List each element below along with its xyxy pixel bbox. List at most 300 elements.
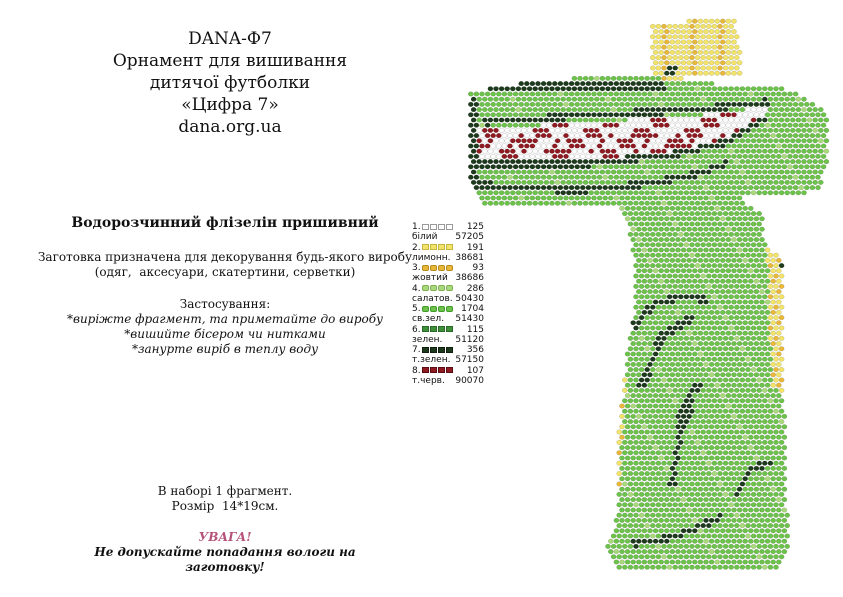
bead — [524, 144, 529, 149]
bead — [673, 534, 678, 539]
bead — [647, 133, 652, 138]
bead — [659, 248, 664, 253]
bead — [734, 565, 739, 570]
bead — [801, 128, 806, 133]
bead — [695, 336, 700, 341]
bead — [535, 144, 540, 149]
bead — [793, 133, 798, 138]
bead — [726, 165, 731, 170]
bead — [731, 258, 736, 263]
bead — [656, 315, 661, 320]
bead — [765, 289, 770, 294]
bead — [726, 560, 731, 565]
bead — [670, 466, 675, 471]
bead — [633, 76, 638, 81]
bead — [650, 159, 655, 164]
bead — [768, 544, 773, 549]
bead — [689, 243, 694, 248]
bead — [799, 154, 804, 159]
bead — [577, 118, 582, 123]
bead — [712, 315, 717, 320]
bead — [664, 310, 669, 315]
bead — [645, 534, 650, 539]
bead — [614, 549, 619, 554]
bead — [502, 175, 507, 180]
bead — [507, 154, 512, 159]
bead — [636, 144, 641, 149]
bead — [547, 196, 552, 201]
bead — [765, 269, 770, 274]
bead — [785, 534, 790, 539]
bead — [684, 471, 689, 476]
bead — [692, 529, 697, 534]
bead — [549, 159, 554, 164]
bead — [687, 196, 692, 201]
bead — [723, 139, 728, 144]
bead — [712, 211, 717, 216]
bead — [731, 92, 736, 97]
bead — [765, 321, 770, 326]
bead — [656, 170, 661, 175]
bead — [757, 159, 762, 164]
bead — [703, 373, 708, 378]
bead — [701, 35, 706, 40]
bead — [597, 102, 602, 107]
bead — [633, 378, 638, 383]
bead — [695, 503, 700, 508]
bead — [575, 185, 580, 190]
bead — [701, 97, 706, 102]
bead — [513, 165, 518, 170]
bead — [698, 289, 703, 294]
bead — [748, 404, 753, 409]
bead — [675, 227, 680, 232]
bead — [664, 404, 669, 409]
bead — [633, 461, 638, 466]
bead — [653, 144, 658, 149]
bead — [670, 445, 675, 450]
bead — [723, 97, 728, 102]
bead — [563, 196, 568, 201]
bead — [779, 139, 784, 144]
bead — [589, 170, 594, 175]
bead — [743, 373, 748, 378]
bead — [734, 222, 739, 227]
bead — [757, 170, 762, 175]
bead — [645, 191, 650, 196]
bead — [617, 118, 622, 123]
bead — [653, 508, 658, 513]
bead — [659, 206, 664, 211]
bead — [507, 123, 512, 128]
bead — [681, 279, 686, 284]
bead — [762, 461, 767, 466]
bead — [687, 539, 692, 544]
bead — [477, 149, 482, 154]
bead — [631, 508, 636, 513]
bead — [628, 492, 633, 497]
legend-color-name: зелен. — [412, 334, 443, 345]
bead-swatch-icon — [422, 306, 453, 312]
bead — [695, 492, 700, 497]
warning-title: УВАГА! — [198, 530, 252, 544]
bead — [731, 321, 736, 326]
bead — [748, 373, 753, 378]
bead — [729, 461, 734, 466]
bead — [516, 107, 521, 112]
bead — [689, 503, 694, 508]
bead — [748, 383, 753, 388]
bead — [661, 118, 666, 123]
bead — [664, 529, 669, 534]
bead — [617, 555, 622, 560]
bead — [715, 414, 720, 419]
bead — [645, 367, 650, 372]
bead — [552, 144, 557, 149]
bead — [628, 170, 633, 175]
bead — [628, 149, 633, 154]
bead — [639, 461, 644, 466]
bead — [656, 305, 661, 310]
bead — [689, 139, 694, 144]
bead — [701, 253, 706, 258]
bead — [748, 248, 753, 253]
bead — [689, 388, 694, 393]
bead — [692, 123, 697, 128]
bead — [715, 144, 720, 149]
bead — [776, 279, 781, 284]
bead — [608, 113, 613, 118]
bead — [715, 165, 720, 170]
bead — [622, 419, 627, 424]
bead — [678, 482, 683, 487]
bead — [709, 435, 714, 440]
bead — [715, 133, 720, 138]
bead — [813, 128, 818, 133]
bead — [698, 71, 703, 76]
bead — [720, 175, 725, 180]
bead — [715, 227, 720, 232]
bead — [757, 388, 762, 393]
bead — [684, 503, 689, 508]
bead — [773, 191, 778, 196]
bead — [642, 331, 647, 336]
bead — [535, 185, 540, 190]
bead — [586, 175, 591, 180]
header-line-2: дитячої футболки — [149, 73, 311, 93]
bead — [706, 139, 711, 144]
bead — [631, 321, 636, 326]
bead — [619, 196, 624, 201]
bead — [751, 211, 756, 216]
bead — [773, 565, 778, 570]
bead — [535, 165, 540, 170]
bead — [566, 191, 571, 196]
bead — [684, 534, 689, 539]
bead — [656, 555, 661, 560]
bead — [642, 383, 647, 388]
bead — [647, 154, 652, 159]
usage-instructions — [30, 297, 420, 357]
bead — [656, 243, 661, 248]
bead — [737, 383, 742, 388]
bead — [692, 456, 697, 461]
bead — [712, 24, 717, 29]
bead — [670, 123, 675, 128]
bead — [748, 310, 753, 315]
bead — [743, 435, 748, 440]
bead — [684, 326, 689, 331]
bead — [681, 237, 686, 242]
bead — [726, 227, 731, 232]
bead — [580, 185, 585, 190]
bead — [547, 92, 552, 97]
bead — [698, 341, 703, 346]
bead — [681, 321, 686, 326]
bead — [631, 237, 636, 242]
bead — [558, 81, 563, 86]
bead — [678, 97, 683, 102]
bead — [493, 180, 498, 185]
bead — [737, 279, 742, 284]
bead — [759, 414, 764, 419]
bead — [661, 87, 666, 92]
bead — [720, 487, 725, 492]
bead — [701, 191, 706, 196]
bead — [636, 227, 641, 232]
bead — [678, 211, 683, 216]
bead — [673, 45, 678, 50]
bead — [771, 113, 776, 118]
bead — [541, 144, 546, 149]
bead — [667, 107, 672, 112]
bead — [675, 373, 680, 378]
bead — [726, 549, 731, 554]
bead — [670, 92, 675, 97]
bead — [773, 139, 778, 144]
bead — [628, 503, 633, 508]
bead — [569, 154, 574, 159]
bead — [628, 211, 633, 216]
bead — [751, 170, 756, 175]
bead — [703, 71, 708, 76]
bead — [740, 180, 745, 185]
bead — [734, 347, 739, 352]
bead — [765, 414, 770, 419]
bead — [695, 24, 700, 29]
bead — [645, 326, 650, 331]
bead — [488, 107, 493, 112]
bead — [661, 388, 666, 393]
bead — [715, 113, 720, 118]
bead — [726, 445, 731, 450]
bead — [650, 76, 655, 81]
bead — [673, 513, 678, 518]
bead — [645, 315, 650, 320]
bead — [723, 170, 728, 175]
bead — [689, 45, 694, 50]
bead — [723, 471, 728, 476]
bead — [717, 87, 722, 92]
bead — [712, 419, 717, 424]
bead — [726, 404, 731, 409]
bead — [647, 456, 652, 461]
bead — [667, 201, 672, 206]
bead — [653, 113, 658, 118]
bead — [706, 492, 711, 497]
bead — [734, 326, 739, 331]
bead — [759, 383, 764, 388]
bead — [773, 492, 778, 497]
bead — [653, 425, 658, 430]
bead — [751, 492, 756, 497]
bead — [653, 165, 658, 170]
bead — [678, 139, 683, 144]
bead — [661, 482, 666, 487]
bead — [765, 456, 770, 461]
bead — [659, 331, 664, 336]
bead — [740, 191, 745, 196]
bead — [773, 357, 778, 362]
bead — [759, 237, 764, 242]
bead — [793, 144, 798, 149]
bead — [771, 560, 776, 565]
bead — [709, 362, 714, 367]
bead — [645, 211, 650, 216]
bead — [605, 544, 610, 549]
bead — [642, 456, 647, 461]
legend-code: 50430 — [455, 293, 484, 304]
bead — [491, 144, 496, 149]
bead — [779, 336, 784, 341]
bead — [776, 102, 781, 107]
bead — [692, 352, 697, 357]
bead — [762, 87, 767, 92]
bead — [544, 159, 549, 164]
bead — [726, 196, 731, 201]
bead — [496, 185, 501, 190]
bead — [757, 357, 762, 362]
bead — [740, 128, 745, 133]
bead — [477, 107, 482, 112]
bead — [765, 549, 770, 554]
bead — [642, 487, 647, 492]
bead — [645, 295, 650, 300]
bead — [670, 393, 675, 398]
bead — [558, 102, 563, 107]
bead — [782, 508, 787, 513]
bead — [589, 87, 594, 92]
bead — [633, 326, 638, 331]
bead — [482, 170, 487, 175]
bead — [513, 133, 518, 138]
bead — [790, 159, 795, 164]
bead — [558, 123, 563, 128]
bead — [636, 477, 641, 482]
bead — [684, 107, 689, 112]
bead — [645, 492, 650, 497]
bead — [701, 159, 706, 164]
bead — [801, 149, 806, 154]
bead — [664, 248, 669, 253]
bead — [524, 81, 529, 86]
bead — [729, 305, 734, 310]
bead — [757, 565, 762, 570]
bead — [709, 113, 714, 118]
bead — [703, 445, 708, 450]
bead — [709, 321, 714, 326]
bead — [681, 248, 686, 253]
bead — [771, 425, 776, 430]
bead — [519, 81, 524, 86]
bead — [633, 440, 638, 445]
bead — [720, 185, 725, 190]
bead — [647, 435, 652, 440]
bead — [647, 248, 652, 253]
bead-swatch-icon — [422, 224, 453, 230]
bead — [479, 123, 484, 128]
bead — [734, 461, 739, 466]
bead — [659, 196, 664, 201]
bead — [709, 154, 714, 159]
bead — [782, 165, 787, 170]
bead — [684, 97, 689, 102]
bead — [785, 107, 790, 112]
bead — [653, 414, 658, 419]
bead — [712, 555, 717, 560]
bead — [639, 336, 644, 341]
bead — [720, 321, 725, 326]
bead — [645, 97, 650, 102]
bead — [745, 326, 750, 331]
bead — [580, 175, 585, 180]
bead — [650, 139, 655, 144]
bead — [678, 107, 683, 112]
bead — [768, 534, 773, 539]
bead — [785, 544, 790, 549]
bead — [731, 445, 736, 450]
bead — [661, 544, 666, 549]
bead — [759, 113, 764, 118]
bead — [645, 378, 650, 383]
bead — [740, 378, 745, 383]
bead — [659, 175, 664, 180]
bead — [673, 544, 678, 549]
bead — [801, 180, 806, 185]
bead — [754, 165, 759, 170]
bead — [659, 61, 664, 66]
bead — [521, 201, 526, 206]
bead — [726, 248, 731, 253]
bead — [653, 269, 658, 274]
bead — [507, 175, 512, 180]
bead — [667, 357, 672, 362]
bead — [479, 102, 484, 107]
bead — [720, 393, 725, 398]
bead — [723, 295, 728, 300]
bead — [695, 430, 700, 435]
bead — [712, 503, 717, 508]
bead — [572, 149, 577, 154]
bead — [611, 107, 616, 112]
bead — [712, 66, 717, 71]
bead — [804, 165, 809, 170]
bead — [762, 180, 767, 185]
bead — [695, 451, 700, 456]
bead — [617, 440, 622, 445]
bead — [785, 149, 790, 154]
bead — [670, 165, 675, 170]
